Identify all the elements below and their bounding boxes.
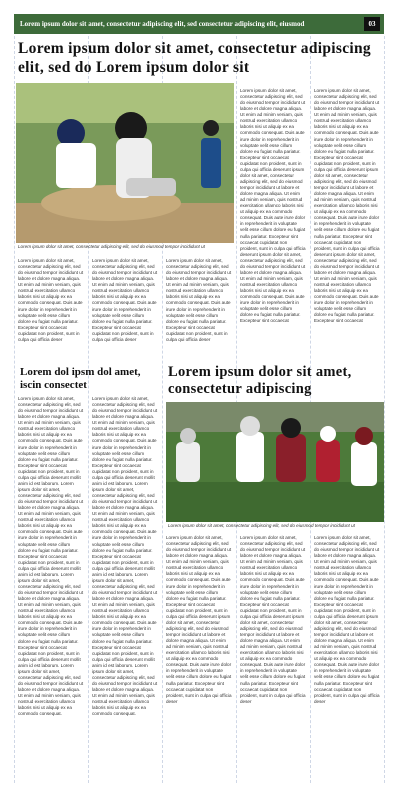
article3-photo [166, 402, 384, 522]
article3-headline: Lorem ipsum dolor sit amet, consectetur adipiscing [168, 364, 352, 398]
article1-column-2: Lorem ipsum dolor sit amet, consectetur adipiscing elit, sed do eiusmod tempor incididunt ut labore et dolore magna aliqua. Ut enim ad minim veniam, quis nostrud exercitation ullamco laboris nisi ut aliquip ex ea commodo consequat. Duis aute irure dolor in reprehenderit in voluptate velit esse cillum dolore eu fugiat nulla pariatur. Excepteur sint occaecat cupidatat non proident, sunt in culpa qui officia deser [92, 258, 158, 342]
article1-headline: Lorem ipsum dolor sit amet, consectetur adipiscing elit, sed do Lorem ipsum dolor sit [18, 40, 371, 76]
article1-column-5: Lorem ipsum dolor sit amet, consectetur adipiscing elit, sed do eiusmod tempor incididunt ut labore et dolore magna aliqua. Ut enim ad minim veniam, quis nostrud exercitation ullamco laboris nisi ut aliquip ex ea commodo consequat. Duis aute irure dolor in reprehenderit in voluptate velit esse cillum dolore eu fugiat nulla pariatur. Excepteur sint occaecat cupidatat non proident, sunt in culpa qui officia deserunt ipsum dolor sit amet, consectetur adipiscing elit, sed do eiusmod tempor incididunt ut labore et dolore magna aliqua. Ut enim ad minim veniam, quis nostrud exercitation ullamco laboris nisi ut aliquip ex ea commodo consequat. Duis aute irure dolor in reprehenderit in voluptate velit esse cillum dolore eu fugiat nulla pariatur. Excepteur sint occaecat cupidatat non proident, sunt in culpa qui officia deserunt ipsum dolor sit amet, consectetur adipiscing elit, sed do eiusmod tempor incididunt ut labore et dolore magna aliqua. Ut enim ad minim veniam, quis nostrud exercitation ullamco laboris nisi ut aliquip ex ea commodo consequat. Duis aute irure dolor in reprehenderit in voluptate velit esse cillum dolore eu fugiat nulla pariatur. Excepteur sint occaecat [314, 88, 380, 324]
article1-photo [16, 83, 234, 243]
article2-column-1: Lorem ipsum dolor sit amet, consectetur adipiscing elit, sed do eiusmod tempor incididunt ut labore et dolore magna aliqua. Ut enim ad minim veniam, quis nostrud exercitation ullamco laboris nisi ut aliquip ex ea commodo consequat. Duis aute irure dolor in reprehenderit in voluptate velit esse cillum dolore eu fugiat nulla pariatur. Excepteur sint occaecat cupidatat non proident, sunt in culpa qui officia deserunt mollit anim id est laborum. Lorem ipsum dolor sit amet, consectetur adipiscing elit, sed do eiusmod tempor incididunt ut labore et dolore magna aliqua. Ut enim ad minim veniam, quis nostrud exercitation ullamco laboris nisi ut aliquip ex ea commodo consequat. Duis aute irure dolor in reprehenderit in voluptate velit esse cillum dolore eu fugiat nulla pariatur. Excepteur sint occaecat cupidatat non proident, sunt in culpa qui officia deserunt mollit anim id est laborum. Lorem ipsum dolor sit amet, consectetur adipiscing elit, sed do eiusmod tempor incididunt ut labore et dolore magna aliqua. Ut enim ad minim veniam, quis nostrud exercitation ullamco laboris nisi ut aliquip ex ea commodo consequat. Duis aute irure dolor in reprehenderit in voluptate velit esse cillum dolore eu fugiat nulla pariatur. Excepteur sint occaecat cupidatat non proident, sunt in culpa qui officia deserunt mollit anim id est laborum. Lorem ipsum dolor sit amet, consectetur adipiscing elit, sed do eiusmod tempor incididunt ut labore et dolore magna aliqua. Ut enim ad minim veniam, quis nostrud exercitation ullamco laboris nisi ut aliquip ex ea commodo consequat. [18, 396, 84, 717]
column-guide [14, 36, 15, 783]
column-guide [384, 36, 385, 783]
article2-headline: Lorem dol ipsm dol amet, iscin consectet [20, 366, 141, 392]
article3-column-2: Lorem ipsum dolor sit amet, consectetur adipiscing elit, sed do eiusmod tempor incididunt ut labore et dolore magna aliqua. Ut enim ad minim veniam, quis nostrud exercitation ullamco laboris nisi ut aliquip ex ea commodo consequat. Duis aute irure dolor in reprehenderit in voluptate velit esse cillum dolore eu fugiat nulla pariatur. Excepteur sint occaecat cupidatat non proident, sunt in culpa qui officia deserunt ipsum dolor sit amet, consectetur adipiscing elit, sed do eiusmod tempor incididunt ut labore et dolore magna aliqua. Ut enim ad minim veniam, quis nostrud exercitation ullamco laboris nisi ut aliquip ex ea commodo consequat. Duis aute irure dolor in reprehenderit in voluptate velit esse cillum dolore eu fugiat nulla pariatur. Excepteur sint occaecat cupidatat non proident, sunt in culpa qui officia deser [240, 535, 306, 704]
page-header-bar [14, 14, 384, 34]
article1-column-3: Lorem ipsum dolor sit amet, consectetur adipiscing elit, sed do eiusmod tempor incididunt ut labore et dolore magna aliqua. Ut enim ad minim veniam, quis nostrud exercitation ullamco laboris nisi ut aliquip ex ea commodo consequat. Duis aute irure dolor in reprehenderit in voluptate velit esse cillum dolore eu fugiat nulla pariatur. Excepteur sint occaecat cupidatat non proident, sunt in culpa qui officia deser [166, 258, 232, 342]
article3-column-1: Lorem ipsum dolor sit amet, consectetur adipiscing elit, sed do eiusmod tempor incididunt ut labore et dolore magna aliqua. Ut enim ad minim veniam, quis nostrud exercitation ullamco laboris nisi ut aliquip ex ea commodo consequat. Duis aute irure dolor in reprehenderit in voluptate velit esse cillum dolore eu fugiat nulla pariatur. Excepteur sint occaecat cupidatat non proident, sunt in culpa qui officia deserunt ipsum dolor sit amet, consectetur adipiscing elit, sed do eiusmod tempor incididunt ut labore et dolore magna aliqua. Ut enim ad minim veniam, quis nostrud exercitation ullamco laboris nisi ut aliquip ex ea commodo consequat. Duis aute irure dolor in reprehenderit in voluptate velit esse cillum dolore eu fugiat nulla pariatur. Excepteur sint occaecat cupidatat non proident, sunt in culpa qui officia deser [166, 535, 232, 704]
article3-photo-caption: Lorem ipsum dolor sit amet, consectetur adipiscing elit, sed do eiusmod tempor incididunt ut [168, 523, 355, 528]
article1-column-4: Lorem ipsum dolor sit amet, consectetur adipiscing elit, sed do eiusmod tempor incididunt ut labore et dolore magna aliqua. Ut enim ad minim veniam, quis nostrud exercitation ullamco laboris nisi ut aliquip ex ea commodo consequat. Duis aute irure dolor in reprehenderit in voluptate velit esse cillum dolore eu fugiat nulla pariatur. Excepteur sint occaecat cupidatat non proident, sunt in culpa qui officia deserunt ipsum dolor sit amet, consectetur adipiscing elit, sed do eiusmod tempor incididunt ut labore et dolore magna aliqua. Ut enim ad minim veniam, quis nostrud exercitation ullamco laboris nisi ut aliquip ex ea commodo consequat. Duis aute irure dolor in reprehenderit in voluptate velit esse cillum dolore eu fugiat nulla pariatur. Excepteur sint occaecat cupidatat non proident, sunt in culpa qui officia deserunt ipsum dolor sit amet, consectetur adipiscing elit, sed do eiusmod tempor incididunt ut labore et dolore magna aliqua. Ut enim ad minim veniam, quis nostrud exercitation ullamco laboris nisi ut aliquip ex ea commodo consequat. Duis aute irure dolor in reprehenderit in voluptate velit esse cillum dolore eu fugiat nulla pariatur. Excepteur sint occaecat [240, 88, 306, 324]
header-title: Lorem ipsum dolor sit amet, consectetur adipiscing elit, sed consectetur adipiscing elit, eiusmod [20, 20, 305, 28]
article3-column-3: Lorem ipsum dolor sit amet, consectetur adipiscing elit, sed do eiusmod tempor incididunt ut labore et dolore magna aliqua. Ut enim ad minim veniam, quis nostrud exercitation ullamco laboris nisi ut aliquip ex ea commodo consequat. Duis aute irure dolor in reprehenderit in voluptate velit esse cillum dolore eu fugiat nulla pariatur. Excepteur sint occaecat cupidatat non proident, sunt in culpa qui officia deserunt ipsum dolor sit amet, consectetur adipiscing elit, sed do eiusmod tempor incididunt ut labore et dolore magna aliqua. Ut enim ad minim veniam, quis nostrud exercitation ullamco laboris nisi ut aliquip ex ea commodo consequat. Duis aute irure dolor in reprehenderit in voluptate velit esse cillum dolore eu fugiat nulla pariatur. Excepteur sint occaecat cupidatat non proident, sunt in culpa qui officia deser [314, 535, 380, 704]
article1-photo-caption: Lorem ipsum dolor sit amet, consectetur adipiscing elit, sed do eiusmod tempor incididunt ut [18, 244, 205, 249]
article1-column-1: Lorem ipsum dolor sit amet, consectetur adipiscing elit, sed do eiusmod tempor incididunt ut labore et dolore magna aliqua. Ut enim ad minim veniam, quis nostrud exercitation ullamco laboris nisi ut aliquip ex ea commodo consequat. Duis aute irure dolor in reprehenderit in voluptate velit esse cillum dolore eu fugiat nulla pariatur. Excepteur sint occaecat cupidatat non proident, sunt in culpa qui officia deser [18, 258, 84, 342]
page-number: 03 [364, 17, 380, 31]
article2-column-2: Lorem ipsum dolor sit amet, consectetur adipiscing elit, sed do eiusmod tempor incididunt ut labore et dolore magna aliqua. Ut enim ad minim veniam, quis nostrud exercitation ullamco laboris nisi ut aliquip ex ea commodo consequat. Duis aute irure dolor in reprehenderit in voluptate velit esse cillum dolore eu fugiat nulla pariatur. Excepteur sint occaecat cupidatat non proident, sunt in culpa qui officia deserunt mollit anim id est laborum. Lorem ipsum dolor sit amet, consectetur adipiscing elit, sed do eiusmod tempor incididunt ut labore et dolore magna aliqua. Ut enim ad minim veniam, quis nostrud exercitation ullamco laboris nisi ut aliquip ex ea commodo consequat. Duis aute irure dolor in reprehenderit in voluptate velit esse cillum dolore eu fugiat nulla pariatur. Excepteur sint occaecat cupidatat non proident, sunt in culpa qui officia deserunt mollit anim id est laborum. Lorem ipsum dolor sit amet, consectetur adipiscing elit, sed do eiusmod tempor incididunt ut labore et dolore magna aliqua. Ut enim ad minim veniam, quis nostrud exercitation ullamco laboris nisi ut aliquip ex ea commodo consequat. Duis aute irure dolor in reprehenderit in voluptate velit esse cillum dolore eu fugiat nulla pariatur. Excepteur sint occaecat cupidatat non proident, sunt in culpa qui officia deserunt mollit anim id est laborum. Lorem ipsum dolor sit amet, consectetur adipiscing elit, sed do eiusmod tempor incididunt ut labore et dolore magna aliqua. Ut enim ad minim veniam, quis nostrud exercitation ullamco laboris nisi ut aliquip ex ea commodo consequat. [92, 396, 158, 717]
